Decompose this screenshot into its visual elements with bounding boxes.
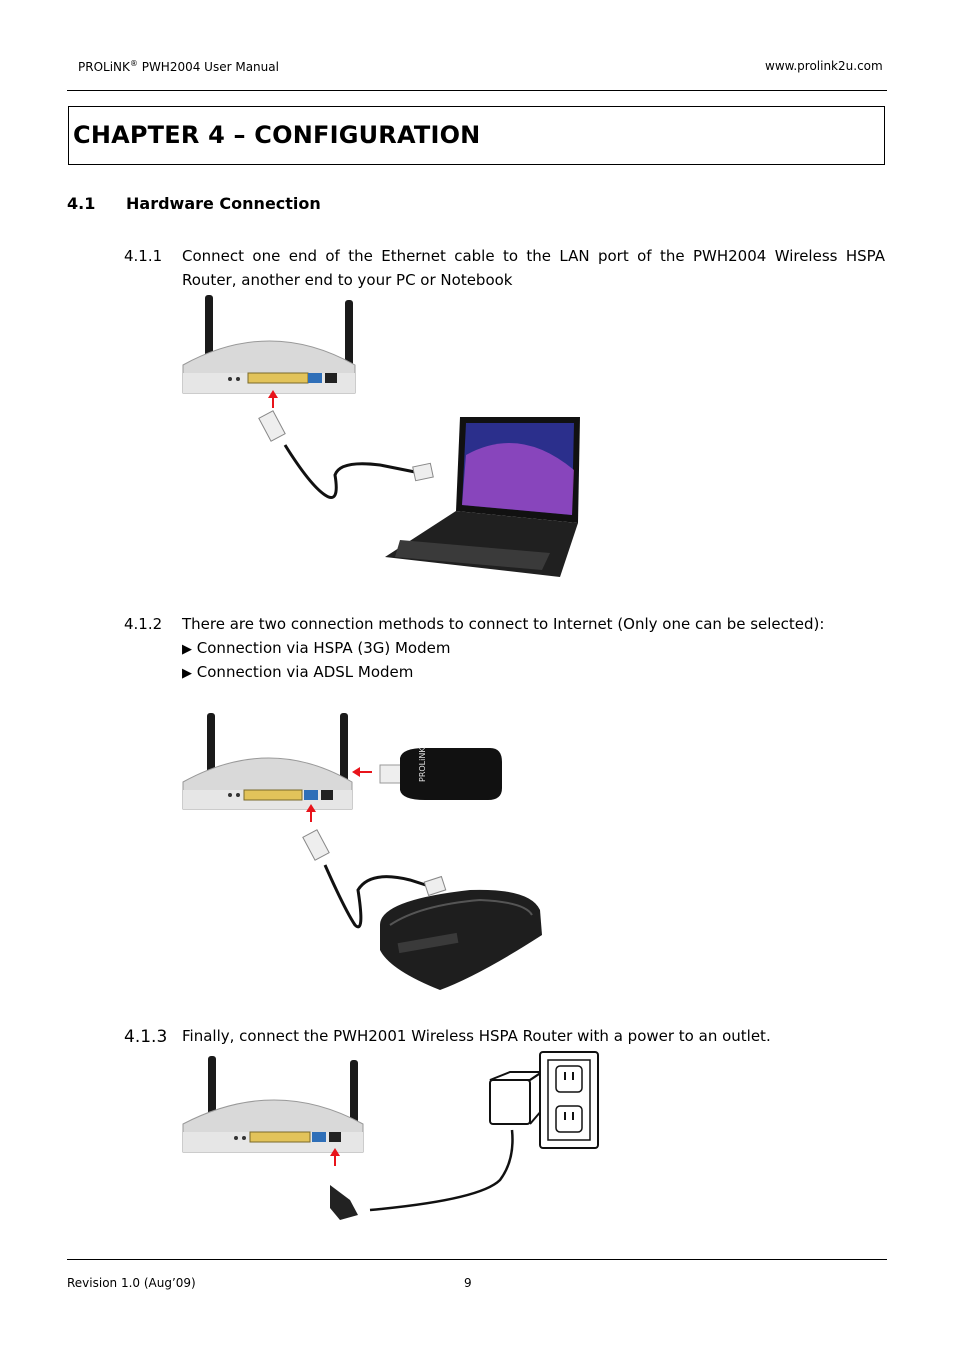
power-adapter-image <box>490 1072 542 1124</box>
page-header <box>78 59 279 74</box>
header-rule <box>67 90 887 91</box>
step-number-3: 4.1.3 <box>124 1027 168 1047</box>
bullet-item-hspa <box>182 636 450 662</box>
step-text-1: Connect one end of the Ethernet cable to the LAN port of the PWH2004 Wireless HSPA Router, another end to your PC or Notebook <box>182 247 885 289</box>
adsl-modem-image <box>380 890 542 990</box>
registered-mark: ® <box>129 59 138 68</box>
section-number: 4.1 <box>67 194 96 213</box>
wall-outlet-image <box>540 1052 598 1148</box>
bullet-marker: ▶ <box>182 642 192 657</box>
figure-router-power <box>180 1050 605 1225</box>
step-number-2: 4.1.2 <box>124 615 163 633</box>
bullet-item-adsl <box>182 660 413 686</box>
manual-title: PWH2004 User Manual <box>137 60 279 74</box>
router-image <box>183 1056 363 1152</box>
bullet-text: Connection via HSPA (3G) Modem <box>196 639 451 657</box>
footer-rule <box>67 1259 887 1260</box>
brand-name: PROLiNK <box>78 60 130 74</box>
step-text-2: There are two connection methods to connect to Internet (Only one can be selected): <box>182 615 825 633</box>
revision-text: Revision 1.0 (Aug’09) <box>67 1276 196 1290</box>
bullet-marker: ▶ <box>182 666 192 681</box>
figure-router-laptop <box>180 295 590 580</box>
figure-router-modems <box>180 710 560 995</box>
chapter-box <box>68 106 885 165</box>
ethernet-cable <box>259 411 433 498</box>
website-url: www.prolink2u.com <box>765 59 883 73</box>
step-text-3: Finally, connect the PWH2001 Wireless HSPA Router with a power to an outlet. <box>182 1027 771 1045</box>
bullet-text: Connection via ADSL Modem <box>196 663 414 681</box>
chapter-title: CHAPTER 4 – CONFIGURATION <box>73 121 481 149</box>
laptop-image <box>385 417 580 577</box>
page-number: 9 <box>464 1276 472 1290</box>
router-image <box>183 713 352 809</box>
red-arrow-icon <box>352 767 372 777</box>
modem-brand-label: PROLiNK <box>418 747 427 782</box>
step-number-1: 4.1.1 <box>124 247 163 265</box>
usb-modem-image <box>380 747 502 800</box>
section-title: Hardware Connection <box>126 194 321 213</box>
router-image <box>183 295 355 393</box>
